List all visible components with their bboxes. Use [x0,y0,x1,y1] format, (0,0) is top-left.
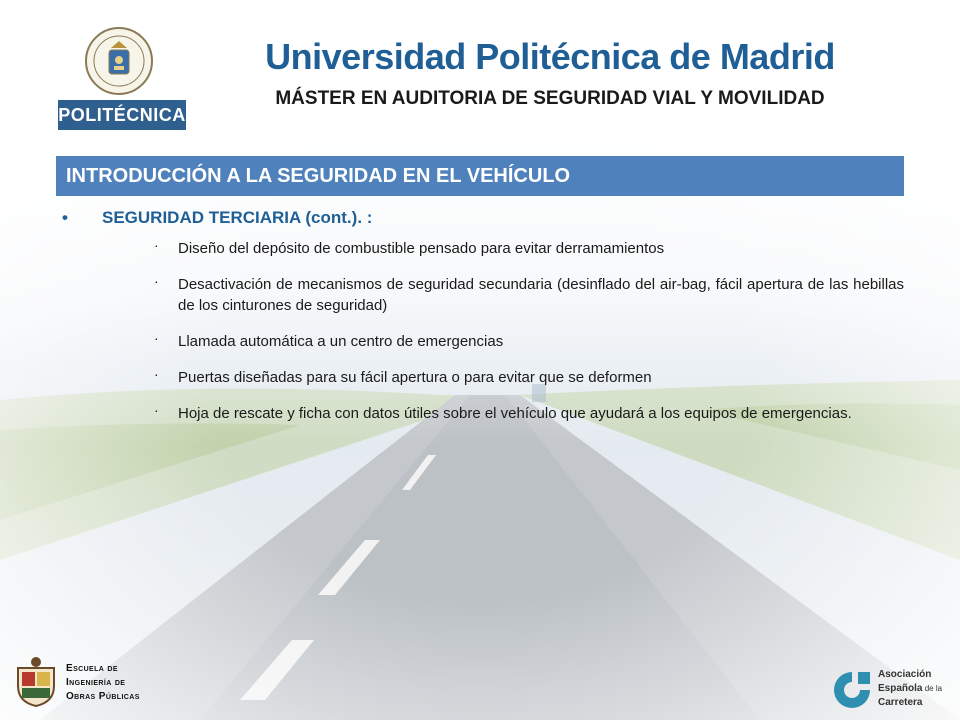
list-item-text: Desactivación de mecanismos de seguridad secundaria (desinflado del air-bag, fácil apertura de las hebillas de los cinturones de seguridad) [178,276,904,314]
sub-bullet-icon: · [154,366,159,382]
escuela-crest-icon [12,656,60,708]
aec-line-2 [878,682,942,696]
university-seal-icon [84,26,154,96]
page-subtitle: MÁSTER EN AUDITORIA DE SEGURIDAD VIAL Y MOVILIDAD [275,88,825,109]
sub-bullet-list [56,238,904,424]
politecnica-band: POLITÉCNICA [58,100,186,130]
list-item-text: Puertas diseñadas para su fácil apertura o para evitar que se deformen [178,369,652,386]
list-item-text: Hoja de rescate y ficha con datos útiles sobre el vehículo que ayudará a los equipos de emergencias. [178,405,852,422]
list-item-text: Llamada automática a un centro de emergencias [178,333,504,350]
escuela-line-3: Obras Públicas [66,691,140,702]
section-title-bar [56,156,904,196]
main-bullet-text: SEGURIDAD TERCIARIA (cont.) [102,208,358,227]
bullet-dot-icon: • [62,208,68,227]
main-bullet [56,204,904,232]
list-item [56,274,904,316]
escuela-text [66,662,140,704]
escuela-line-1: Escuela de [66,663,118,674]
sub-bullet-icon: · [154,273,159,289]
section-title: INTRODUCCIÓN A LA SEGURIDAD EN EL VEHÍCULO [66,165,571,187]
aec-line-2-small: de la [922,684,943,693]
sub-bullet-icon: · [154,402,159,418]
aec-logo [826,664,956,716]
list-item [56,367,904,388]
list-item [56,403,904,424]
page-title: Universidad Politécnica de Madrid [265,36,835,77]
list-item [56,331,904,352]
sub-bullet-icon: · [154,330,159,346]
list-item [56,238,904,259]
aec-line-3: Carretera [878,697,923,708]
aec-line-1: Asociación [878,669,932,680]
aec-mark-icon [830,668,874,712]
list-item-text: Diseño del depósito de combustible pensado para evitar derramamientos [178,240,665,257]
sub-bullet-icon: · [154,237,159,253]
upm-logo [58,26,186,130]
aec-line-2-main: Española [878,683,923,694]
slide-content [56,204,904,439]
escuela-line-2: Ingeniería de [66,677,126,688]
escuela-logo [8,654,148,712]
main-bullet-suffix: . : [357,208,373,227]
aec-text [878,668,942,710]
